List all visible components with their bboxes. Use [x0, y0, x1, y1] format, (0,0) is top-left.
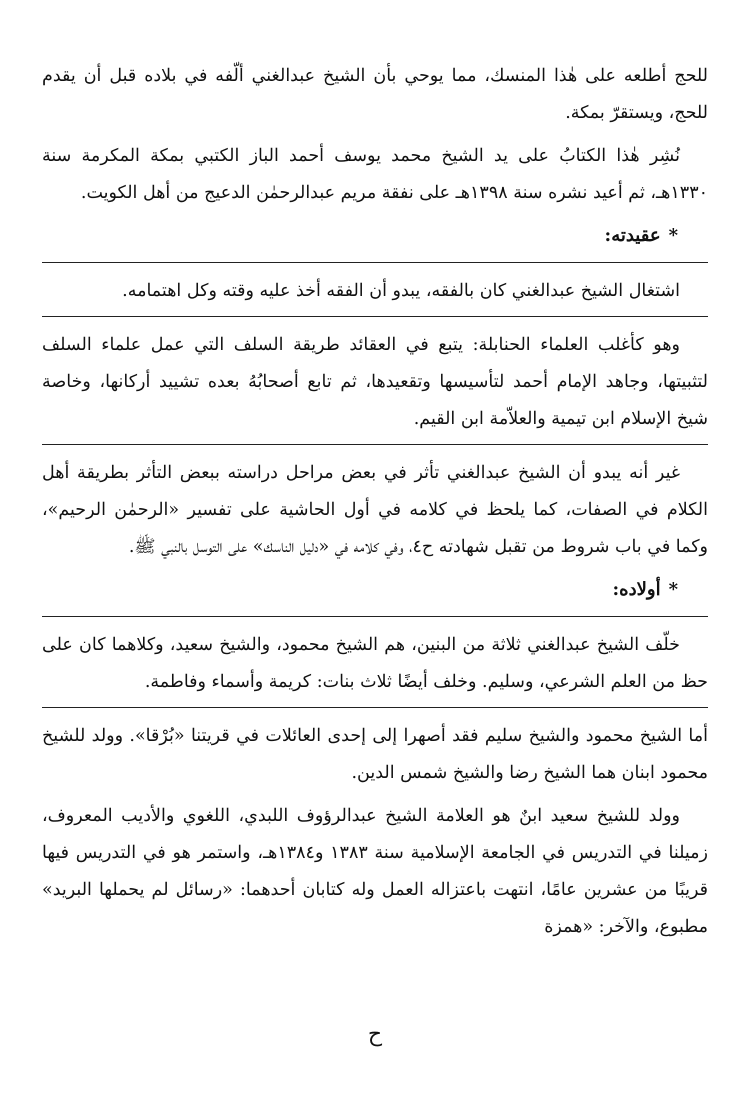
star-bullet-icon: * — [668, 225, 678, 246]
heading-children — [42, 572, 708, 608]
section-divider — [42, 262, 708, 263]
paragraph-abdulraouf: وولد للشيخ سعيد ابنٌ هو العلامة الشيخ عبدالرؤوف اللبدي، اللغوي والأديب المعروف، زميلنا في التدريس في الجامعة الإسلامية سنة ١٣٨٣ و١٣٨٤هـ، واستمر هو في التدريس فيها قريبًا من عشرين عامًا، انتهت باعتزاله العمل وله كتابان أحدهما: «رسائل لم يحملها البريد» مطبوع، والآخر: «همزة — [42, 806, 709, 937]
page-number: ح — [367, 1022, 383, 1047]
paragraph-publication: نُشِر هٰذا الكتابُ على يد الشيخ محمد يوسف أحمد الباز الكتبي بمكة المكرمة سنة ١٣٣٠هـ، ثم أعيد نشره سنة ١٣٩٨هـ على نفقة مريم عبدالرحمٰن الدعيج من أهل الكويت. — [42, 146, 708, 203]
star-bullet-icon: * — [668, 579, 678, 600]
paragraph-fiqh-occupation: اشتغال الشيخ عبدالغني كان بالفقه، يبدو أن الفقه أخذ عليه وقته وكل اهتمامه. — [122, 281, 680, 301]
paragraph-hanbali-creed: وهو كأغلب العلماء الحنابلة: يتبع في العقائد طريقة السلف التي عمل علماء السلف لتثبيتها، وجاهد الإمام أحمد لتأسيسها وتقعيدها، ثم تابع أصحابُهُ بعده تشييد أركانها، وخاصة شيخ الإسلام ابن تيمية والعلاّمة ابن القيم. — [42, 335, 708, 429]
section-divider — [42, 444, 708, 445]
section-divider — [42, 707, 708, 708]
heading-creed-label: عقيدته: — [604, 225, 661, 246]
paragraph-hajj-manual: للحج أطلعه على هٰذا المنسك، مما يوحي بأن الشيخ عبدالغني ألّفه في بلاده قبل أن يقدم للحج، ويستقرّ بمكة. — [42, 66, 708, 123]
paragraph-children: خلّف الشيخ عبدالغني ثلاثة من البنين، هم الشيخ محمود، والشيخ سعيد، وكلاهما كان على حظ من العلم الشرعي، وسليم. وخلف أيضًا ثلاث بنات: كريمة وأسماء وفاطمة. — [42, 635, 708, 692]
heading-children-label: أولاده: — [612, 579, 661, 600]
heading-creed — [42, 218, 708, 254]
paragraph-marriages: أما الشيخ محمود والشيخ سليم فقد أصهرا إلى إحدى العائلات في قريتنا «بُرْقا». وولد للشيخ محمود ابنان هما الشيخ رضا والشيخ شمس الدين. — [42, 726, 708, 783]
section-divider — [42, 316, 708, 317]
paragraph-kalam-influence: غير أنه يبدو أن الشيخ عبدالغني تأثر في بعض مراحل دراسته ببعض التأثر بطريقة أهل الكلام في الصفات، كما يلحظ في كلامه في أول الحاشية على تفسير «الرحمٰن الرحيم»، وكما في باب شروط من تقبل شهادته ح٤، وفي كلامه في «دليل الناسك» على التوسل بالنبي ﷺ. — [42, 463, 708, 557]
section-divider — [42, 616, 708, 617]
